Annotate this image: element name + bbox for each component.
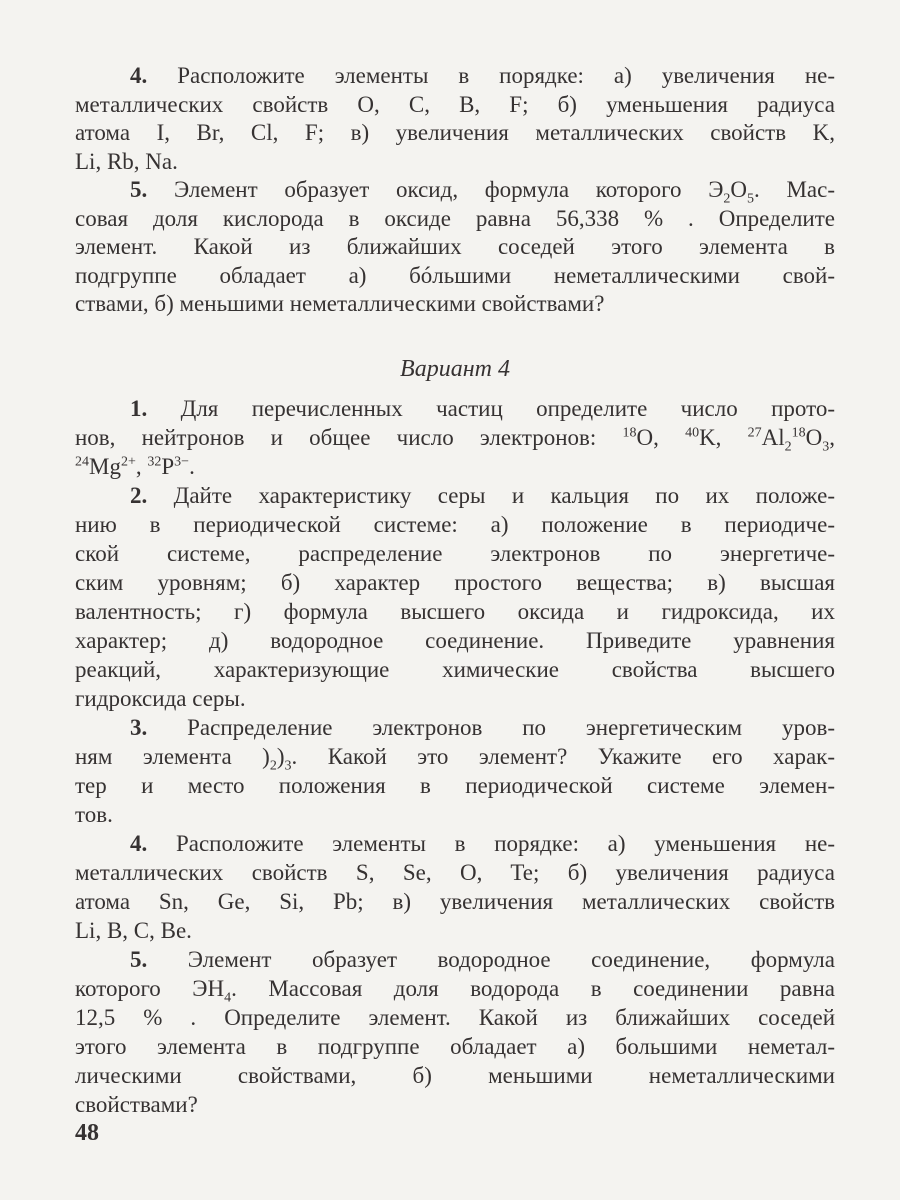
text-line — [75, 713, 835, 742]
subscript: 5 — [747, 191, 755, 207]
text-line — [75, 233, 835, 262]
text-run: атома I, Br, Cl, F; в) увеличения металлических свойств K, — [75, 120, 835, 145]
subscript: 3 — [284, 758, 292, 774]
text-run: металлических свойств S, Se, O, Te; б) увеличения радиуса — [75, 860, 835, 885]
task-number: 5. — [130, 177, 148, 202]
text-run: лическими свойствами, б) меньшими неметаллическими — [75, 1063, 835, 1088]
text-run: Для перечисленных частиц определите число прото- — [180, 396, 835, 421]
text-line — [75, 176, 835, 205]
text-run: О — [730, 177, 748, 202]
text-run: Al — [761, 425, 785, 450]
text-line — [75, 626, 835, 655]
text-line — [75, 510, 835, 539]
text-run: металлических свойств O, C, B, F; б) уменьшения радиуса — [75, 91, 835, 117]
task-number: 4. — [130, 831, 148, 856]
text-line — [75, 945, 835, 974]
text-run: . — [189, 454, 195, 479]
text-run: Элемент образует водородное соединение, формула — [187, 947, 835, 972]
text-line — [75, 290, 835, 319]
superscript: 18 — [791, 425, 806, 441]
task-number: 3. — [130, 715, 148, 740]
text-line — [75, 1032, 835, 1061]
task-number: 1. — [130, 396, 148, 421]
subscript: 3 — [822, 439, 830, 455]
text-run: . Какой это элемент? Укажите его харак- — [291, 744, 835, 769]
page-number: 48 — [75, 1120, 99, 1146]
text-run: ским уровням; б) характер простого вещества; в) высшая — [75, 570, 835, 595]
text-run: P — [161, 454, 175, 479]
text-run: O — [805, 425, 823, 450]
text-line — [75, 91, 835, 120]
task-paragraph — [75, 713, 835, 829]
subscript: 2 — [723, 191, 731, 207]
text-line — [75, 887, 835, 916]
text-run: нию в периодической системе: а) положение в периодиче- — [75, 512, 835, 537]
text-run: K, — [699, 425, 748, 450]
text-run: . Мас- — [754, 177, 836, 202]
superscript: 3− — [174, 454, 190, 470]
text-line — [75, 1090, 835, 1119]
task-number: 4. — [130, 63, 148, 88]
superscript: 18 — [622, 425, 637, 441]
text-line — [75, 858, 835, 887]
text-line — [75, 539, 835, 568]
text-run: реакций, характеризующие химические свойства высшего — [75, 657, 835, 682]
task-number: 2. — [130, 483, 148, 508]
text-run: нов, нейтронов и общее число электронов: — [75, 425, 623, 450]
text-run: 12,5 % . Определите элемент. Какой из ближайших соседей — [75, 1005, 835, 1030]
text-run: Дайте характеристику серы и кальция по их положе- — [173, 483, 836, 508]
task-paragraph — [75, 394, 835, 481]
subscript: 2 — [784, 439, 792, 455]
text-line — [75, 1003, 835, 1032]
text-run: Элемент образует оксид, формула которого Э — [173, 177, 724, 202]
text-run: ской системе, распределение электронов по энергетиче- — [75, 541, 835, 566]
tasks-variant-4 — [75, 394, 835, 1119]
text-run: ням элемента ) — [75, 744, 270, 769]
text-run: , — [135, 454, 148, 479]
text-run: ствами, б) меньшими неметаллическими свойствами? — [75, 291, 605, 316]
text-run: Li, B, C, Be. — [75, 918, 192, 943]
variant-heading: Вариант 4 — [400, 356, 510, 382]
text-run: тер и место положения в периодической системе элемен- — [75, 773, 835, 798]
subscript: 4 — [224, 990, 232, 1006]
task-paragraph — [75, 945, 835, 1119]
text-line — [75, 974, 835, 1006]
text-run: Li, Rb, Na. — [75, 148, 178, 174]
text-run: Mg — [89, 454, 121, 479]
text-run: подгруппе обладает а) бóльшими неметаллическими свой- — [75, 262, 835, 288]
text-run: Расположите элементы в порядке: а) увеличения не- — [177, 63, 835, 88]
task-paragraph — [75, 481, 835, 713]
text-line — [75, 568, 835, 597]
text-line — [75, 771, 835, 800]
superscript: 2+ — [120, 454, 136, 470]
superscript: 32 — [147, 454, 162, 470]
task-paragraph — [75, 176, 835, 319]
text-line — [75, 62, 835, 91]
text-run: которого ЭН — [75, 976, 225, 1001]
text-run: Распределение электронов по энергетическим уров- — [187, 715, 835, 740]
superscript: 27 — [747, 425, 762, 441]
text-run: элемент. Какой из ближайших соседей этого элемента в — [75, 234, 835, 259]
text-line — [75, 684, 835, 713]
superscript: 40 — [685, 425, 700, 441]
text-line — [75, 1061, 835, 1090]
task-paragraph — [75, 62, 835, 176]
text-line — [75, 394, 835, 423]
text-line — [75, 119, 835, 148]
text-line — [75, 829, 835, 858]
text-run: атома Sn, Ge, Si, Pb; в) увеличения металлических свойств — [75, 889, 835, 914]
text-run: этого элемента в подгруппе обладает а) большими неметал- — [75, 1034, 835, 1059]
text-line — [75, 800, 835, 829]
text-run: гидроксида серы. — [75, 686, 246, 711]
text-line — [75, 916, 835, 945]
text-run: . Массовая доля водорода в соединении равна — [231, 976, 835, 1001]
text-run: тов. — [75, 802, 113, 827]
subscript: 2 — [269, 758, 277, 774]
text-run: ) — [276, 744, 285, 769]
text-run: , — [829, 425, 835, 450]
text-line — [75, 655, 835, 684]
task-paragraph — [75, 829, 835, 945]
text-run: совая доля кислорода в оксиде равна 56,338 % . Определите — [75, 205, 835, 231]
text-run: Расположите элементы в порядке: а) уменьшения не- — [175, 831, 835, 856]
text-line — [75, 597, 835, 626]
text-run: валентность; г) формула высшего оксида и гидроксида, их — [75, 599, 835, 624]
text-line — [75, 262, 835, 291]
superscript: 24 — [75, 454, 89, 470]
text-run: O, — [636, 425, 686, 450]
text-line — [75, 742, 835, 774]
tasks-previous-variant — [75, 62, 835, 319]
text-line — [75, 481, 835, 510]
text-line — [75, 205, 835, 234]
text-run: свойствами? — [75, 1092, 198, 1117]
task-number: 5. — [130, 947, 148, 972]
text-line — [75, 148, 835, 177]
text-line — [75, 452, 835, 481]
text-run: характер; д) водородное соединение. Приведите уравнения — [75, 628, 835, 653]
text-line — [75, 423, 835, 455]
